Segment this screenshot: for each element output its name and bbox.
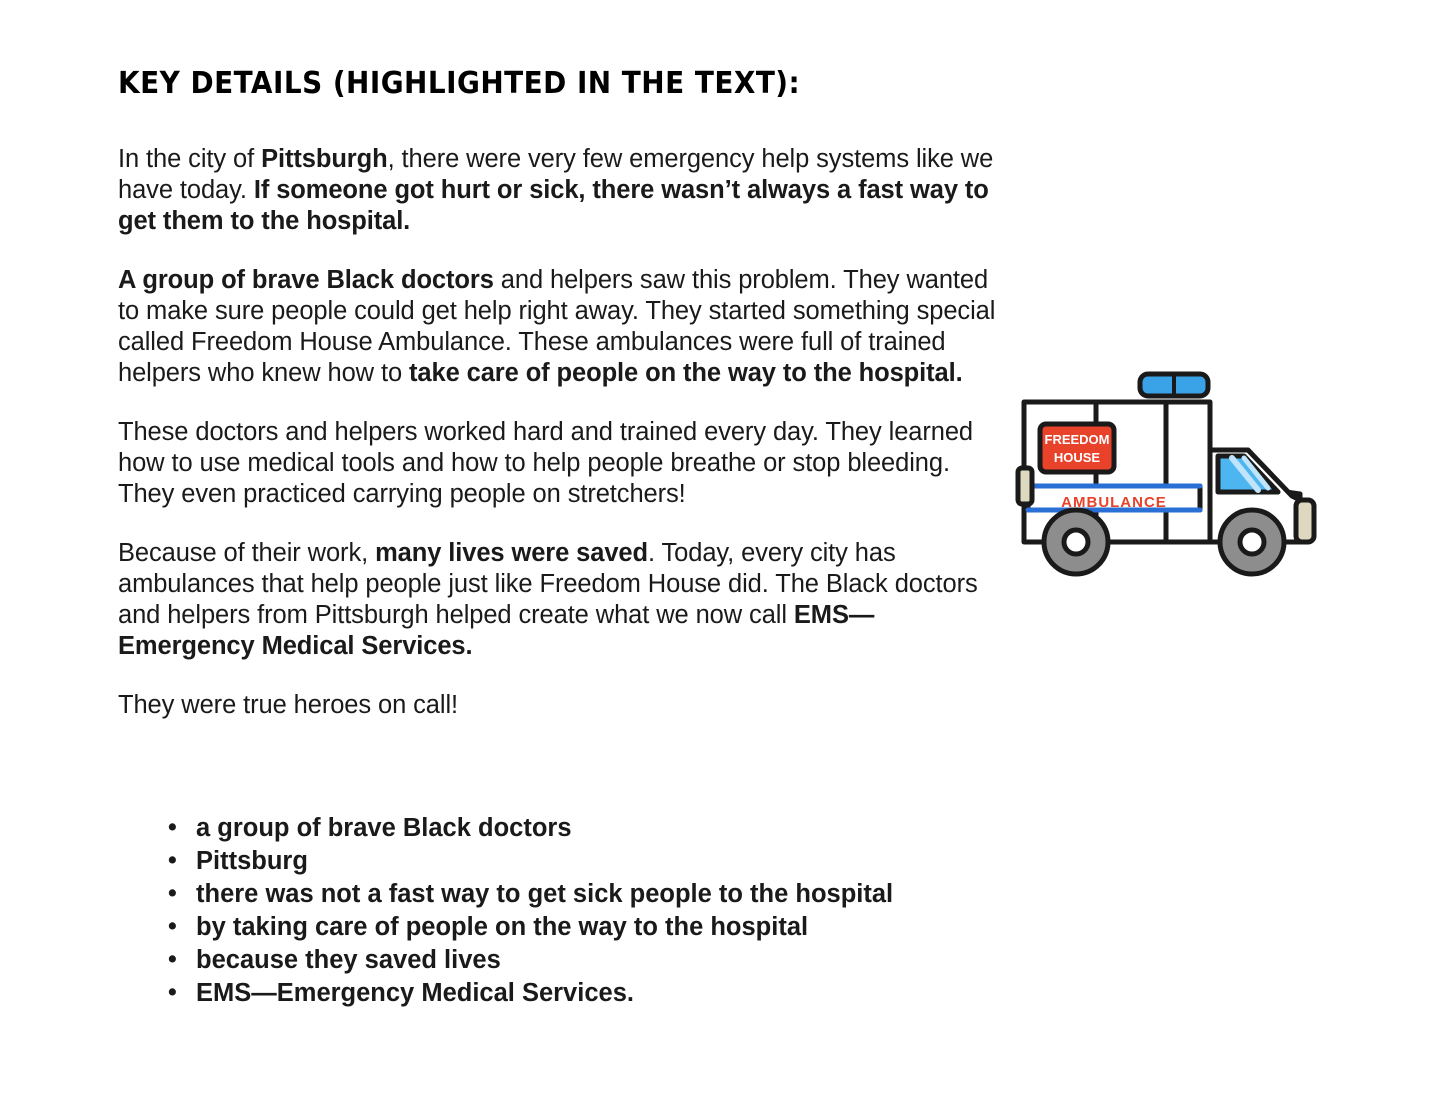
paragraph-4 — [118, 538, 1008, 662]
body-text-column — [118, 144, 1008, 749]
text-run: , there were very few emergency help systems like we have today. — [118, 145, 994, 204]
list-item: • there was not a fast way to get sick people to the hospital — [168, 878, 1168, 911]
text-run: EMS—Emergency Medical Services. — [118, 601, 875, 660]
list-item: • by taking care of people on the way to the hospital — [168, 911, 1168, 944]
text-run: In the city of — [118, 145, 262, 173]
text-run: and helpers saw this problem. They wanted to make sure people could get help right away. They started something special called Freedom House Ambulance. These ambulances were full of trained helpers who knew how to — [118, 266, 996, 387]
list-item: • because they saved lives — [168, 944, 1168, 977]
text-run: Because of their work, — [118, 539, 376, 567]
paragraph-2 — [118, 265, 1008, 389]
key-details-answer-list — [130, 812, 1168, 1010]
ambulance-stripe-text: AMBULANCE — [1061, 494, 1167, 511]
ambulance-panel-line1: FREEDOM — [1044, 432, 1110, 447]
page-title: KEY DETAILS (HIGHLIGHTED IN THE TEXT): — [118, 66, 801, 101]
ambulance-illustration — [1000, 360, 1400, 620]
text-run: These doctors and helpers worked hard and trained every day. They learned how to use medical tools and how to help people breathe or stop bleeding. They even practiced carrying people on stretchers! — [118, 418, 974, 508]
text-run: take care of people on the way to the hospital. — [409, 359, 963, 387]
text-run: If someone got hurt or sick, there wasn’t always a fast way to get them to the hospital. — [118, 176, 989, 235]
paragraph-3 — [118, 417, 1008, 510]
text-run: They were true heroes on call! — [118, 691, 459, 719]
paragraph-5 — [118, 690, 1008, 721]
text-run: A group of brave Black doctors — [118, 266, 494, 294]
text-run: . Today, every city has ambulances that help people just like Freedom House did. The Black doctors and helpers from Pittsburgh helped create what we now call — [118, 539, 978, 629]
paragraph-1 — [118, 144, 1008, 237]
list-item: • Pittsburg — [168, 845, 1168, 878]
list-item: • a group of brave Black doctors — [168, 812, 1168, 845]
ambulance-panel-line2: HOUSE — [1053, 450, 1101, 465]
text-run: Pittsburgh — [261, 145, 388, 173]
list-item: • EMS—Emergency Medical Services. — [168, 977, 1168, 1010]
text-run: many lives were saved — [375, 539, 648, 567]
